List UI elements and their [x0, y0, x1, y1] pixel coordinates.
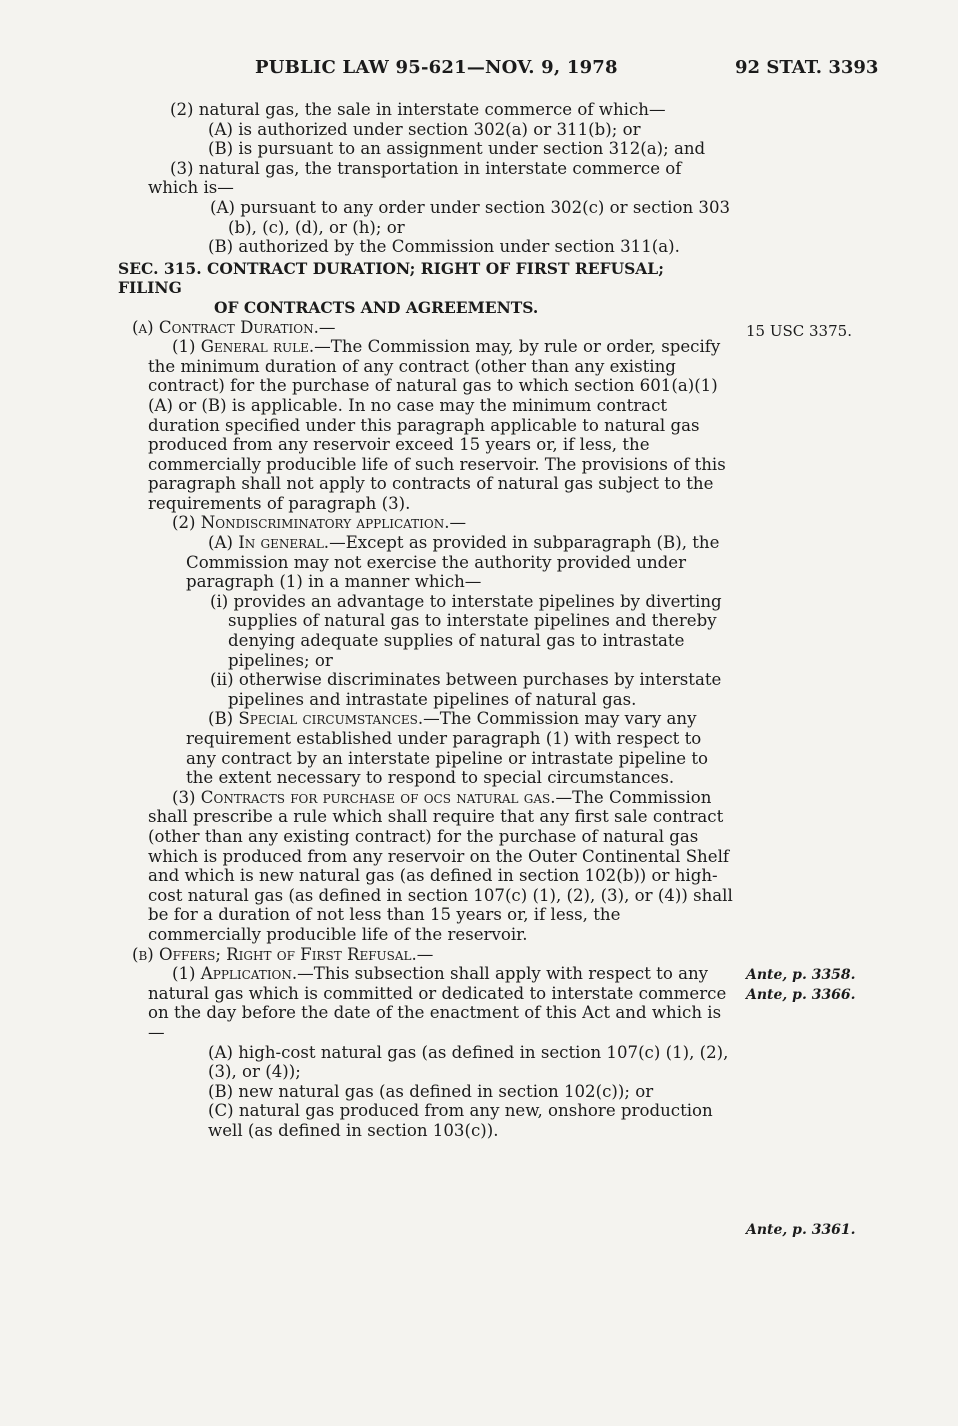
clause-a2Ai: (i) provides an advantage to interstate pipelines by diverting supplies of natural gas to interstate pipelines and thereby denying adequate supplies of natural gas to intrastate pipelines; or	[210, 591, 722, 670]
law-title: PUBLIC LAW 95-621—NOV. 9, 1978	[255, 57, 618, 78]
clause-3: (3) natural gas, the transportation in interstate commerce of which is—	[148, 158, 682, 198]
paragraph-a2-heading: (2) Nondiscriminatory application.—	[172, 513, 467, 533]
subsection-a-heading: (a) Contract Duration.—	[132, 317, 336, 337]
paragraph-a1: (1) General rule.—The Commission may, by rule or order, specify the minimum duration of any contract (other than any existing contract) for the purchase of natural gas to which section 601(a)(1) (A) or (B) is applicable. In no case may the minimum contract duration specified under this paragraph applicable to natural gas produced from any reservoir exceed 15 years or, if less, the commercially producible life of such reservoir. The provisions of this paragraph shall not apply to contracts of natural gas subject to the requirements of paragraph (3).	[148, 337, 726, 513]
margin-usc-citation: 15 USC 3375.	[746, 322, 852, 340]
margin-ante-3361: Ante, p. 3361.	[746, 1222, 856, 1238]
subparagraph-a2A: (A) In general.—Except as provided in subparagraph (B), the Commission may not exercise the authority provided under paragraph (1) in a manner which—	[186, 533, 720, 592]
paragraph-b1: (1) Application.—This subsection shall apply with respect to any natural gas which is committed or dedicated to interstate commerce on the day before the date of the enactment of this Act and which is—	[148, 964, 727, 1042]
clause-2B: (B) is pursuant to an assignment under section 312(a); and	[208, 139, 706, 159]
section-heading-cont: OF CONTRACTS AND AGREEMENTS.	[214, 297, 539, 317]
clause-b1A: (A) high-cost natural gas (as defined in section 107(c) (1), (2), (3), or (4));	[208, 1042, 729, 1082]
clause-2A: (A) is authorized under section 302(a) or 311(b); or	[208, 119, 641, 139]
clause-3A: (A) pursuant to any order under section 302(c) or section 303 (b), (c), (d), or (h); or	[210, 197, 731, 237]
page-header	[0, 57, 958, 81]
paragraph-a3: (3) Contracts for purchase of ocs natural gas.—The Commission shall prescribe a rule which shall require that any first sale contract (other than any existing contract) for the purchase of natural gas which is produced from any reservoir on the Outer Continental Shelf and which is new natural gas (as defined in section 102(b)) or high-cost natural gas (as defined in section 107(c) (1), (2), (3), or (4)) shall be for a duration of not less than 15 years or, if less, the commercially producible life of the reservoir.	[148, 787, 733, 944]
subsection-b-heading: (b) Offers; Right of First Refusal.—	[132, 944, 434, 964]
clause-b1B: (B) new natural gas (as defined in section 102(c)); or	[208, 1081, 654, 1101]
subparagraph-a2B: (B) Special circumstances.—The Commission may vary any requirement established under paragraph (1) with respect to any contract by an interstate pipeline or intrastate pipeline to the extent necessary to respond to special circumstances.	[186, 709, 709, 788]
clause-2: (2) natural gas, the sale in interstate commerce of which—	[170, 100, 666, 119]
section-heading: SEC. 315. CONTRACT DURATION; RIGHT OF FIRST REFUSAL; FILING	[118, 258, 664, 298]
stat-number: 92 STAT. 3393	[735, 57, 879, 78]
margin-ante-3366: Ante, p. 3366.	[746, 987, 856, 1003]
clause-a2Aii: (ii) otherwise discriminates between purchases by interstate pipelines and intrastate pipelines of natural gas.	[210, 670, 722, 709]
margin-ante-3358: Ante, p. 3358.	[746, 967, 856, 983]
clause-3B: (B) authorized by the Commission under section 311(a).	[208, 237, 680, 257]
clause-b1C: (C) natural gas produced from any new, onshore production well (as defined in section 103(c)).	[208, 1101, 713, 1140]
statute-body	[118, 100, 733, 1140]
